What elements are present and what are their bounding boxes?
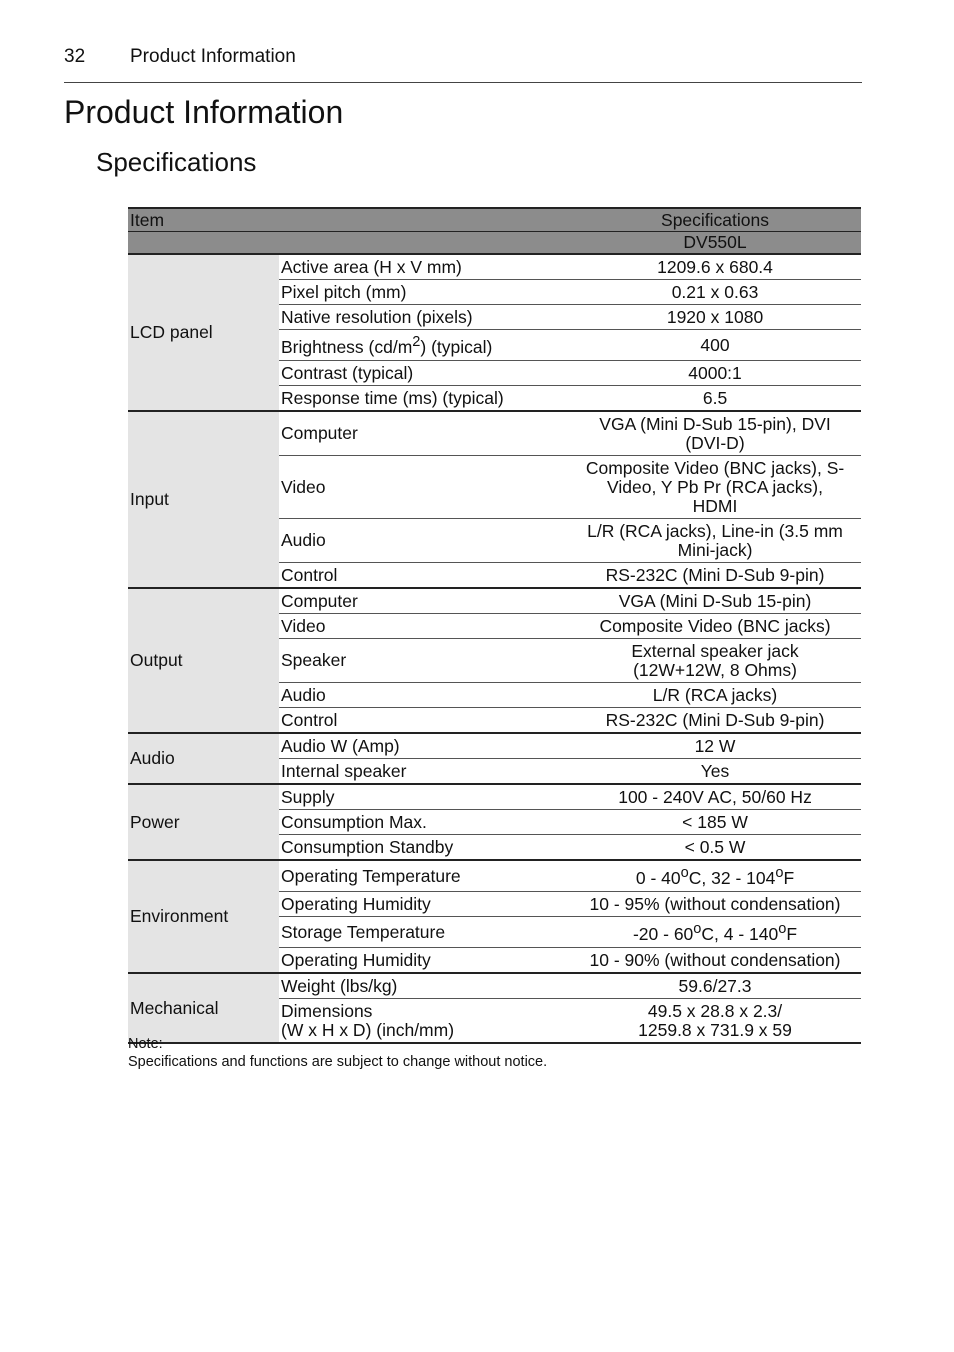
value-line: Video, Y Pb Pr (RCA jacks), [607, 476, 823, 497]
spec-value [569, 759, 861, 785]
spec-value [569, 411, 861, 456]
table-header-row [128, 208, 861, 232]
spec-value [569, 835, 861, 861]
category-lcd-panel: LCD panel [128, 254, 279, 411]
spec-value [569, 683, 861, 708]
spec-value [569, 456, 861, 519]
category-output: Output [128, 588, 279, 733]
value-line: 49.5 x 28.8 x 2.3/ [647, 1000, 783, 1021]
spec-value [569, 519, 861, 563]
spec-label: Operating Temperature [279, 860, 569, 892]
value-line: 12 W [694, 735, 736, 756]
value-line: < 185 W [682, 811, 748, 832]
value-part: C, 32 - 104 [688, 867, 776, 888]
table-row [128, 973, 861, 999]
spec-label: Computer [279, 588, 569, 614]
value-line: Composite Video (BNC jacks), S- [585, 457, 845, 478]
spec-value [569, 784, 861, 810]
model-row [128, 232, 861, 255]
table-row [128, 784, 861, 810]
value-part: F [783, 867, 795, 888]
value-line: RS-232C (Mini D-Sub 9-pin) [605, 564, 825, 585]
spec-label: Consumption Max. [279, 810, 569, 835]
value-line: L/R (RCA jacks), Line-in (3.5 mm [587, 520, 843, 541]
label-part: ) (typical) [420, 336, 493, 357]
value-line: 0.21 x 0.63 [671, 281, 759, 302]
value-part: C, 4 - 140 [701, 923, 779, 944]
spec-value [569, 860, 861, 892]
category-mechanical: Mechanical [128, 973, 279, 1043]
spec-value [569, 254, 861, 280]
spec-value [569, 708, 861, 734]
spec-label: Audio W (Amp) [279, 733, 569, 759]
spec-label [279, 330, 569, 361]
value-line: 6.5 [702, 387, 728, 408]
value-line: L/R (RCA jacks) [652, 684, 778, 705]
table-note [128, 1035, 547, 1071]
chapter-title: Product Information [64, 94, 344, 130]
spec-label: Video [279, 456, 569, 519]
degree-superscript: o [775, 865, 784, 882]
spec-value [569, 733, 861, 759]
spec-value [569, 588, 861, 614]
spec-label: Contrast (typical) [279, 361, 569, 386]
spec-label: Control [279, 708, 569, 734]
spec-label: Native resolution (pixels) [279, 305, 569, 330]
value-line: VGA (Mini D-Sub 15-pin) [618, 590, 812, 611]
value-line: Yes [700, 760, 730, 781]
value-line: 1920 x 1080 [666, 306, 764, 327]
value-line: 10 - 95% (without condensation) [589, 893, 841, 914]
spec-label: Consumption Standby [279, 835, 569, 861]
category-audio: Audio [128, 733, 279, 784]
label-part: Brightness (cd/m [281, 336, 413, 357]
value-line: 1209.6 x 680.4 [657, 256, 773, 277]
table-row [128, 411, 861, 456]
value-part: -20 - 60 [632, 923, 694, 944]
degree-superscript: o [778, 921, 787, 938]
spec-value [569, 973, 861, 999]
value-part: F [786, 923, 798, 944]
value-line: Composite Video (BNC jacks) [599, 615, 831, 636]
value-line: (12W+12W, 8 Ohms) [633, 659, 797, 680]
value-line: HDMI [692, 495, 738, 516]
value-line: RS-232C (Mini D-Sub 9-pin) [605, 709, 825, 730]
spec-label: Weight (lbs/kg) [279, 973, 569, 999]
value-line: 10 - 90% (without condensation) [589, 949, 841, 970]
value-line: 400 [700, 334, 730, 355]
spec-label: Storage Temperature [279, 917, 569, 948]
value-line: External speaker jack [631, 640, 799, 661]
spec-label: Operating Humidity [279, 948, 569, 974]
spec-value [569, 563, 861, 589]
spec-label: Operating Humidity [279, 892, 569, 917]
spec-value [569, 330, 861, 361]
spec-value [569, 892, 861, 917]
model-name: DV550L [569, 232, 861, 255]
section-title: Specifications [96, 147, 257, 177]
spec-label: Active area (H x V mm) [279, 254, 569, 280]
spec-value [569, 948, 861, 974]
value-line: < 0.5 W [684, 836, 746, 857]
spec-value [569, 999, 861, 1044]
category-input: Input [128, 411, 279, 588]
header-rule [64, 82, 862, 83]
table-row [128, 733, 861, 759]
category-power: Power [128, 784, 279, 860]
spec-value [569, 810, 861, 835]
value-line: 100 - 240V AC, 50/60 Hz [618, 786, 812, 807]
value-line: (DVI-D) [685, 432, 745, 453]
spec-value [569, 386, 861, 412]
note-text: Specifications and functions are subject to change without notice. [128, 1054, 548, 1070]
label-line: (W x H x D) (inch/mm) [281, 1019, 455, 1040]
spec-label: Video [279, 614, 569, 639]
spec-value [569, 361, 861, 386]
value-line: VGA (Mini D-Sub 15-pin), DVI [599, 413, 831, 434]
value-line: 1259.8 x 731.9 x 59 [638, 1019, 792, 1040]
model-row-blank [128, 232, 569, 255]
header-specifications: Specifications [569, 208, 861, 232]
spec-label: Supply [279, 784, 569, 810]
value-line: 4000:1 [688, 362, 742, 383]
page-number: 32 [64, 46, 86, 67]
spec-label: Speaker [279, 639, 569, 683]
running-header-section: Product Information [130, 46, 296, 67]
table-row [128, 860, 861, 892]
spec-label: Response time (ms) (typical) [279, 386, 569, 412]
spec-value [569, 639, 861, 683]
value-line: Mini-jack) [677, 539, 753, 560]
running-header [64, 45, 296, 69]
degree-superscript: o [693, 921, 702, 938]
category-environment: Environment [128, 860, 279, 973]
spec-value [569, 614, 861, 639]
superscript: 2 [412, 334, 421, 351]
spec-label: Audio [279, 683, 569, 708]
spec-label: Internal speaker [279, 759, 569, 785]
spec-label: Audio [279, 519, 569, 563]
label-line: Dimensions [281, 1000, 373, 1021]
spec-value [569, 305, 861, 330]
specifications-table [128, 207, 861, 1044]
table-row [128, 588, 861, 614]
spec-label: Computer [279, 411, 569, 456]
degree-superscript: o [680, 865, 689, 882]
spec-value [569, 917, 861, 948]
spec-label: Pixel pitch (mm) [279, 280, 569, 305]
spec-value [569, 280, 861, 305]
value-line: 59.6/27.3 [678, 975, 752, 996]
note-label: Note: [128, 1036, 163, 1052]
table-row [128, 254, 861, 280]
spec-label: Control [279, 563, 569, 589]
value-part: 0 - 40 [635, 867, 681, 888]
header-item: Item [128, 208, 569, 232]
